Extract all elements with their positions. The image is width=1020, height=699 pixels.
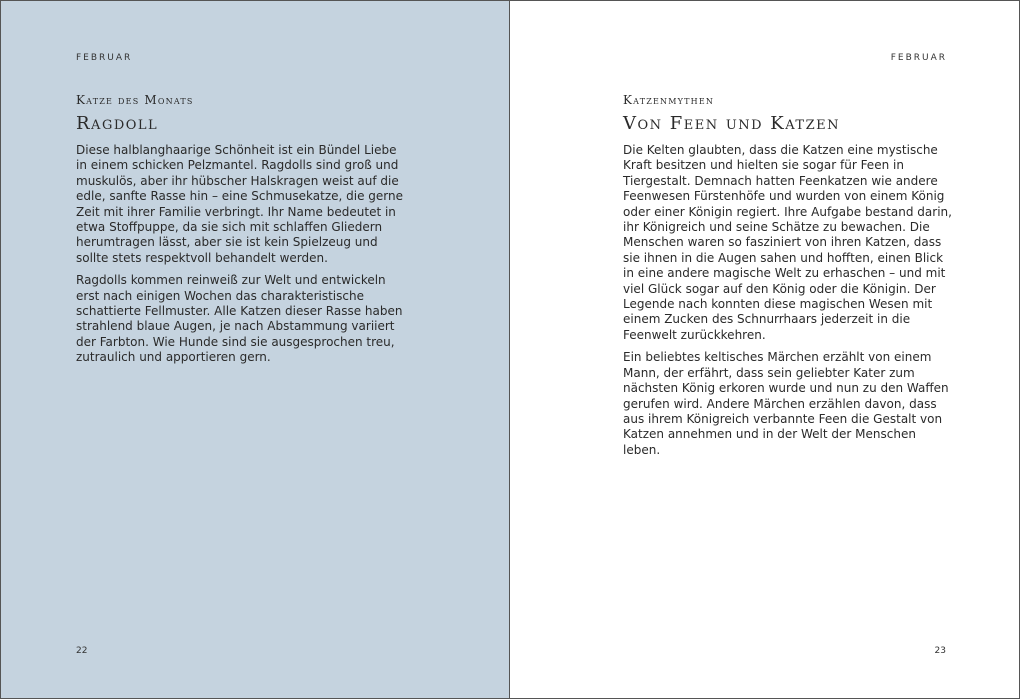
page-title-left: Ragdoll: [76, 113, 159, 134]
left-page: [1, 1, 510, 698]
section-kicker-right: Katzenmythen: [623, 93, 715, 107]
page-number-left: 22: [76, 646, 88, 656]
paragraph: Ragdolls kommen reinweiß zur Welt und entwickeln erst nach einigen Wochen das charakteristische schattierte Fellmuster. Alle Katzen dieser Rasse haben strahlend blaue Augen, je nach Abstammung variiert der Farbton. Wie Hunde sind sie ausgesprochen treu, zutraulich und apportieren gern.: [76, 273, 403, 365]
page-title-right: Von Feen und Katzen: [623, 113, 840, 134]
paragraph: Ein beliebtes keltisches Märchen erzählt von einem Mann, der erfährt, dass sein geliebter Kater zum nächsten König erkoren wurde und nun zu den Waffen gerufen wird. Andere Märchen erzählen davon, dass aus ihrem Königreich verbannte Feen die Gestalt von Katzen annehmen und in der Welt der Menschen leben.: [623, 350, 949, 457]
body-text-right: [623, 143, 956, 465]
page-number-right: 23: [934, 646, 946, 656]
section-kicker-left: Katze des Monats: [76, 93, 194, 107]
paragraph: Die Kelten glaubten, dass die Katzen eine mystische Kraft besitzen und hielten sie sogar für Feen in Tiergestalt. Demnach hatten Feenkatzen wie andere Feenwesen Fürstenhöfe und wurden von einem König oder einer Königin regiert. Ihre Aufgabe bestand darin, ihr Königreich und seine Schätze zu bewachen. Die Menschen waren so fasziniert von ihren Katzen, dass sie ihnen in die Augen sahen und hofften, einen Blick in eine andere magische Welt zu erhaschen – und mit viel Glück sogar auf den König oder die Königin. Der Legende nach konnten diese magischen Wesen mit einem Zucken des Schnurrhaars jederzeit in die Feenwelt zurückkehren.: [623, 143, 952, 342]
body-text-left: [76, 143, 406, 373]
running-head-right: FEBRUAR: [890, 53, 947, 63]
right-page: [510, 1, 1019, 698]
running-head-left: FEBRUAR: [76, 53, 133, 63]
paragraph: Diese halblanghaarige Schönheit ist ein Bündel Liebe in einem schicken Pelzmantel. Ragdolls sind groß und muskulös, aber ihr hübscher Halskragen weist auf die edle, sanfte Rasse hin – eine Schmusekatze, die gerne Zeit mit ihrer Familie verbringt. Ihr Name bedeutet in etwa Stoffpuppe, da sie sich mit schlaffen Gliedern herumtragen lässt, aber sie ist kein Spielzeug und sollte stets respektvoll behandelt werden.: [76, 143, 404, 265]
